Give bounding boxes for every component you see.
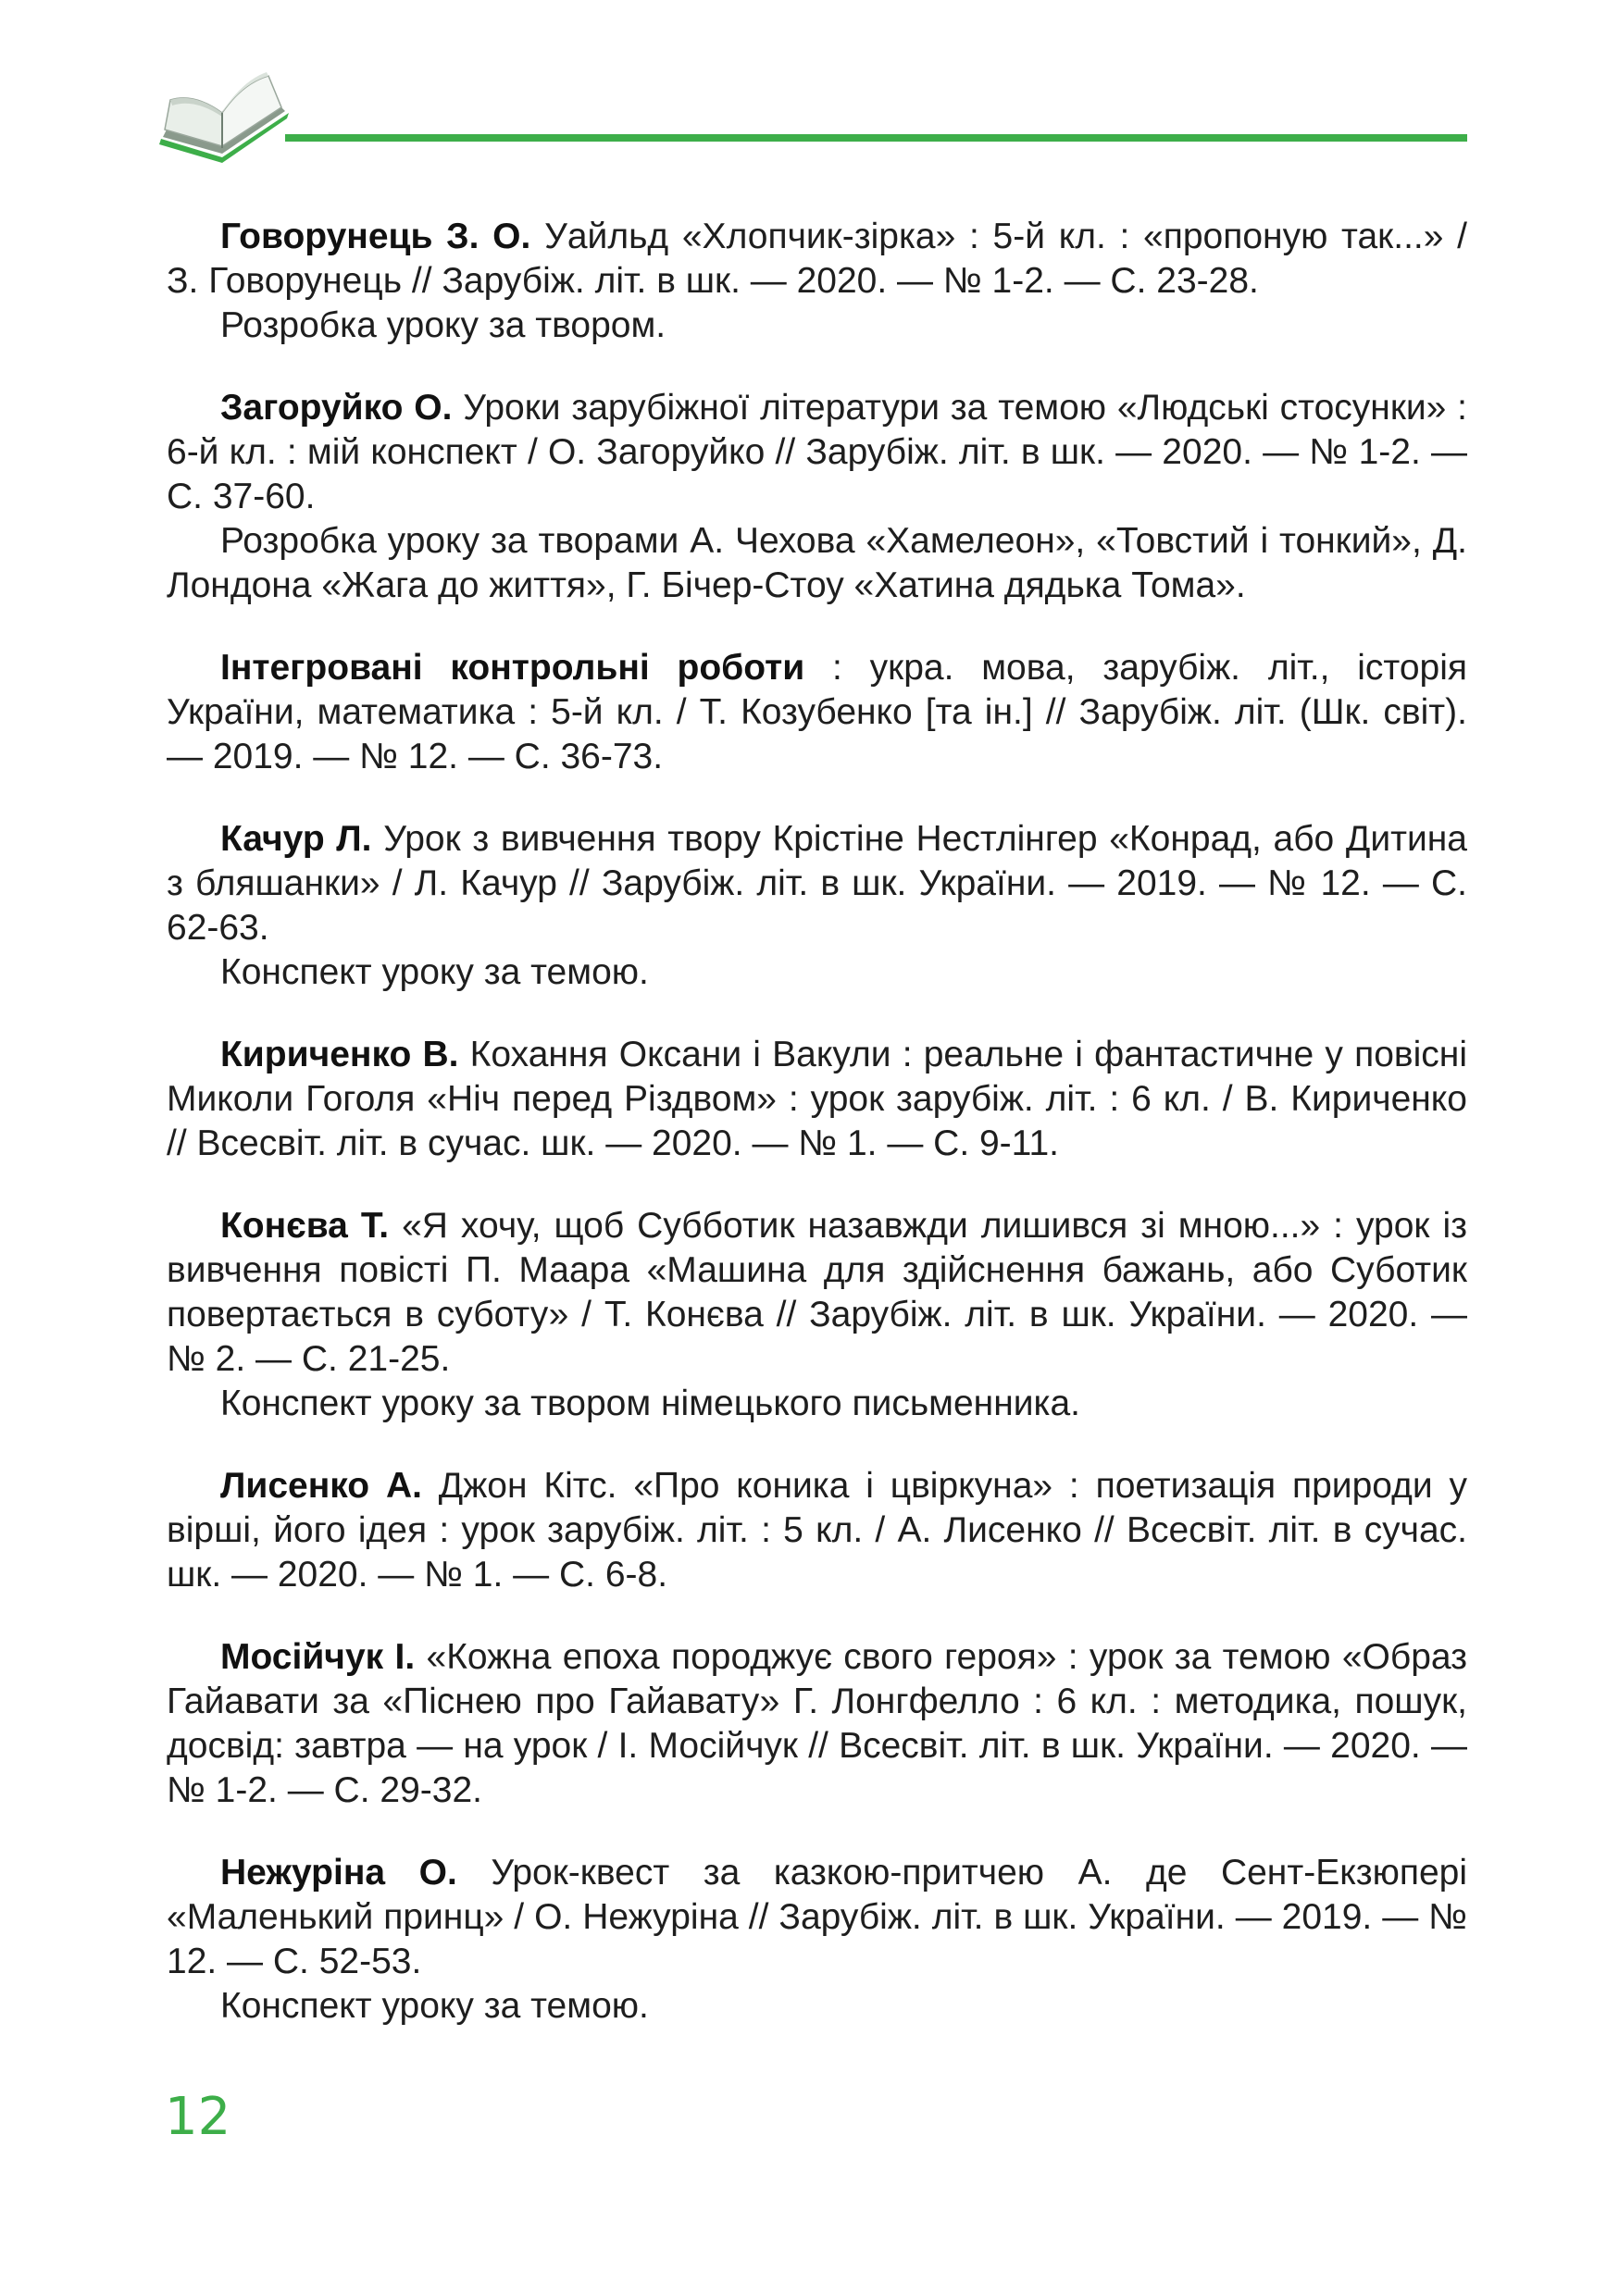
entry-text — [167, 1204, 1467, 1382]
entry-text — [167, 1033, 1467, 1166]
entry-description: Уроки зарубіжної літератури за темою «Людські стосунки» : 6-й кл. : мій конспект / О. Загоруйко // Зарубіж. літ. в шк. — 2020. — № 1-2. — С. 37-60. — [167, 388, 1468, 516]
entry-author: Конєва Т. — [220, 1206, 390, 1246]
open-book-icon — [157, 65, 292, 167]
list-item — [167, 1204, 1467, 1426]
list-item — [167, 1033, 1467, 1166]
entry-description: Урок з вивчення твору Крістіне Нестлінгер «Конрад, або Дитина з бляшанки» / Л. Качур // Зарубіж. літ. в шк. України. — 2019. — № 12. — С. 62-63. — [167, 819, 1467, 948]
entry-text — [167, 817, 1467, 950]
entry-note: Розробка уроку за твором. — [220, 305, 666, 345]
entry-author: Нежуріна О. — [220, 1853, 457, 1893]
entry-text — [167, 1635, 1467, 1813]
entry-author: Лисенко А. — [220, 1466, 422, 1506]
entry-text — [167, 1851, 1467, 1984]
entry-text — [167, 215, 1467, 304]
entry-note: Конспект уроку за темою. — [220, 1986, 649, 2026]
list-item — [167, 215, 1467, 348]
entry-description: Кохання Оксани і Вакули : реальне і фантастичне у повісні Миколи Гоголя «Ніч перед Різдвом» : урок зарубіж. літ. : 6 кл. / В. Кириченко // Всесвіт. літ. в сучас. шк. — 2020. — № 1. — С. 9-11. — [167, 1035, 1467, 1163]
entry-text — [167, 646, 1467, 779]
entry-author: Качур Л. — [220, 819, 372, 859]
list-item — [167, 817, 1467, 995]
list-item — [167, 1464, 1467, 1597]
bibliography-list — [167, 215, 1467, 2066]
list-item — [167, 386, 1467, 608]
entry-note: Конспект уроку за темою. — [220, 952, 649, 992]
entry-author: Мосійчук І. — [220, 1637, 416, 1677]
entry-text — [167, 386, 1467, 519]
entry-description: : укра. мова, зарубіж. літ., історія України, математика : 5-й кл. / Т. Козубенко [та ін.] // Зарубіж. літ. (Шк. світ). — 2019. — № 12. — С. 36-73. — [167, 648, 1468, 776]
entry-description: Джон Кітс. «Про коника і цвіркуна» : поетизація природи у вірші, його ідея : урок зарубіж. літ. : 5 кл. / А. Лисенко // Всесвіт. літ. в сучас. шк. — 2020. — № 1. — С. 6-8. — [167, 1466, 1467, 1595]
entry-description: «Кожна епоха породжує свого героя» : урок за темою «Образ Гайавати за «Піснею про Гайавату» Г. Лонгфелло : 6 кл. : методика, пошук, досвід: завтра — на урок / І. Мосійчук // Всесвіт. літ. в шк. України. — 2020. — № 1-2. — С. 29-32. — [167, 1637, 1468, 1810]
page-number: 12 — [165, 2087, 231, 2147]
entry-note: Конспект уроку за твором німецького письменника. — [220, 1384, 1080, 1423]
list-item — [167, 646, 1467, 779]
entry-author: Говорунець З. О. — [220, 217, 531, 256]
list-item — [167, 1635, 1467, 1813]
page-header — [0, 0, 1619, 185]
entry-author: Загоруйко О. — [220, 388, 453, 428]
header-rule — [285, 134, 1467, 142]
entry-author: Інтегровані контрольні роботи — [220, 648, 805, 688]
entry-description: «Я хочу, щоб Субботик назавжди лишився зі мною...» : урок із вивчення повісті П. Маара «Машина для здійснення бажань, або Суботик повертається в суботу» / Т. Конєва // Зарубіж. літ. в шк. України. — 2020. — № 2. — С. 21-25. — [167, 1206, 1468, 1379]
entry-description: Урок-квест за казкою-притчею А. де Сент-Екзюпері «Маленький принц» / О. Нежуріна // Зарубіж. літ. в шк. України. — 2019. — № 12. — С. 52-53. — [167, 1853, 1468, 1981]
entry-note: Розробка уроку за творами А. Чехова «Хамелеон», «Товстий і тонкий», Д. Лондона «Жага до життя», Г. Бічер-Стоу «Хатина дядька Тома». — [167, 521, 1467, 605]
entry-description: Уайльд «Хлопчик-зірка» : 5-й кл. : «пропоную так...» / З. Говорунець // Зарубіж. літ. в шк. — 2020. — № 1-2. — С. 23-28. — [167, 217, 1467, 301]
entry-author: Кириченко В. — [220, 1035, 459, 1074]
entry-text — [167, 1464, 1467, 1597]
list-item — [167, 1851, 1467, 2029]
